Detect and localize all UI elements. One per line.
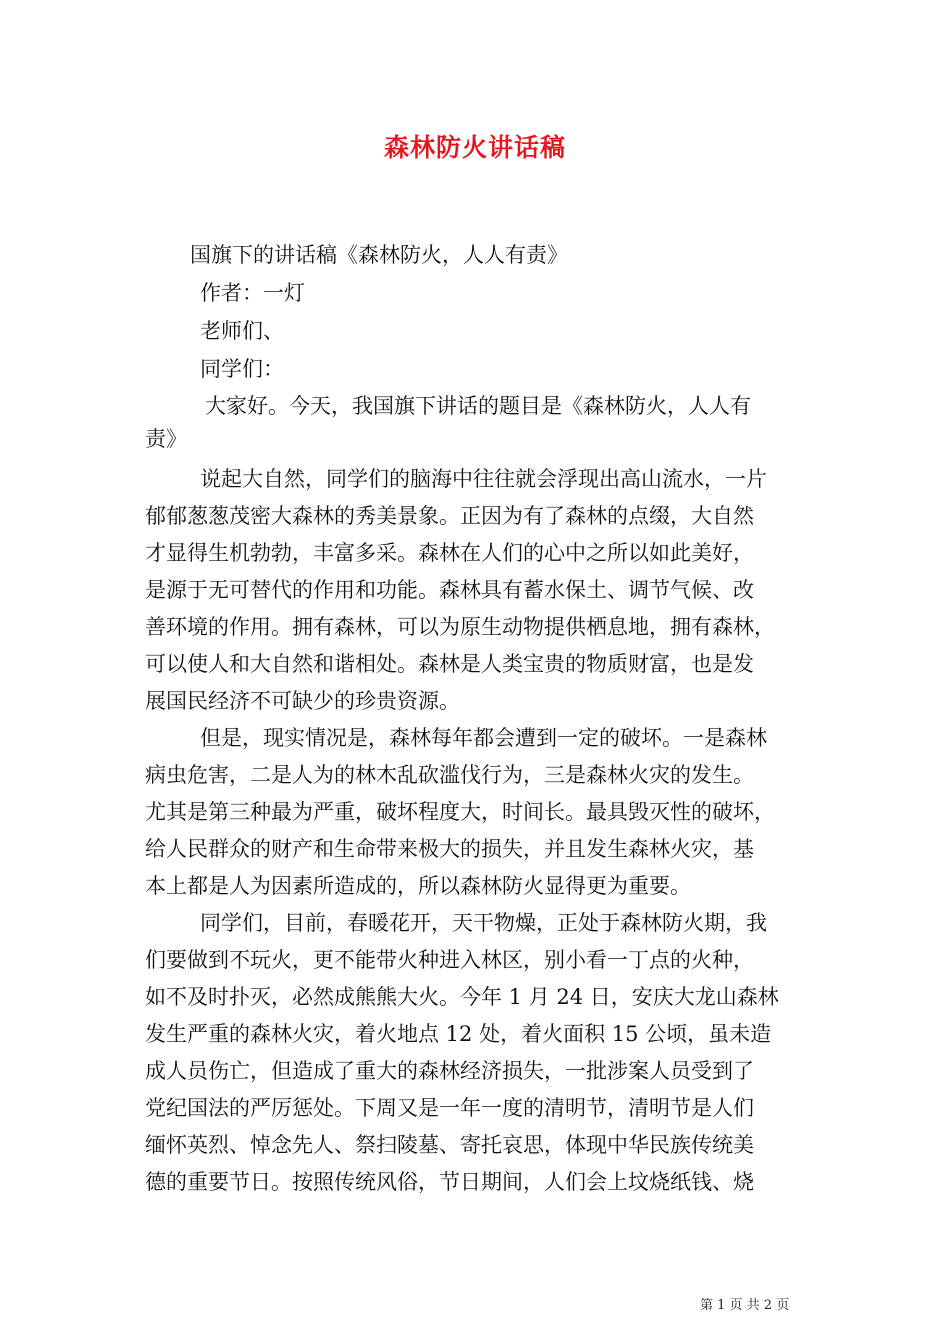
paragraph-line: 是源于无可替代的作用和功能。森林具有蓄水保土、调节气候、改 — [145, 578, 754, 602]
paragraph-line: 如不及时扑灭，必然成熊熊大火。今年 1 月 24 日，安庆大龙山森林 — [145, 985, 779, 1009]
subtitle-line: 国旗下的讲话稿《森林防火，人人有责》 — [190, 243, 568, 267]
greeting-students: 同学们： — [200, 357, 284, 381]
paragraph-line: 们要做到不玩火，更不能带火种进入林区，别小看一丁点的火种， — [145, 948, 754, 972]
paragraph-line: 缅怀英烈、悼念先人、祭扫陵墓、寄托哀思，体现中华民族传统美 — [145, 1133, 754, 1157]
paragraph-line: 本上都是人为因素所造成的，所以森林防火显得更为重要。 — [145, 874, 691, 898]
paragraph-line: 可以使人和大自然和谐相处。森林是人类宝贵的物质财富，也是发 — [145, 652, 754, 676]
paragraph-line: 病虫危害，二是人为的林木乱砍滥伐行为，三是森林火灾的发生。 — [145, 763, 754, 787]
paragraph-line: 展国民经济不可缺少的珍贵资源。 — [145, 689, 460, 713]
paragraph-line: 才显得生机勃勃，丰富多采。森林在人们的心中之所以如此美好， — [145, 541, 754, 565]
greeting-teachers: 老师们、 — [200, 319, 284, 343]
paragraph-line: 成人员伤亡，但造成了重大的森林经济损失，一批涉案人员受到了 — [145, 1059, 754, 1083]
page-title: 森林防火讲话稿 — [383, 133, 566, 162]
paragraph-line: 德的重要节日。按照传统风俗，节日期间，人们会上坟烧纸钱、烧 — [145, 1170, 754, 1194]
paragraph-line: 同学们，目前，春暖花开，天干物燥，正处于森林防火期，我 — [200, 911, 767, 935]
paragraph-line: 善环境的作用。拥有森林，可以为原生动物提供栖息地，拥有森林， — [145, 615, 775, 639]
author-line: 作者：一灯 — [200, 281, 305, 305]
paragraph-line: 党纪国法的严厉惩处。下周又是一年一度的清明节，清明节是人们 — [145, 1096, 754, 1120]
paragraph-line: 说起大自然，同学们的脑海中往往就会浮现出高山流水，一片 — [200, 467, 767, 491]
paragraph-line: 尤其是第三种最为严重，破坏程度大，时间长。最具毁灭性的破坏， — [145, 800, 775, 824]
paragraph-line: 但是，现实情况是，森林每年都会遭到一定的破坏。一是森林 — [200, 726, 767, 750]
page-number-footer: 第 1 页 共 2 页 — [700, 1298, 790, 1313]
paragraph-line: 责》 — [145, 427, 187, 451]
paragraph-line: 大家好。今天，我国旗下讲话的题目是《森林防火，人人有 — [205, 394, 751, 418]
paragraph-line: 给人民群众的财产和生命带来极大的损失，并且发生森林火灾，基 — [145, 837, 754, 861]
paragraph-line: 郁郁葱葱茂密大森林的秀美景象。正因为有了森林的点缀，大自然 — [145, 504, 754, 528]
paragraph-line: 发生严重的森林火灾，着火地点 12 处，着火面积 15 公顷，虽未造 — [145, 1022, 772, 1046]
